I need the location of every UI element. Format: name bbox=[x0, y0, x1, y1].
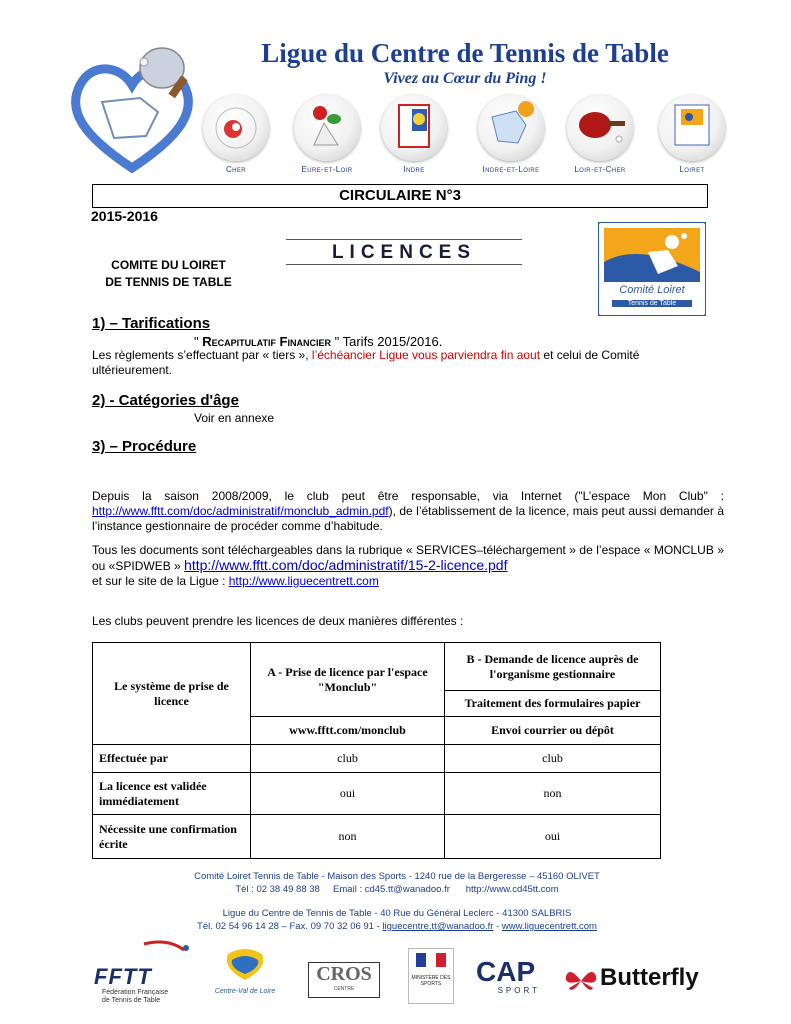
financial-summary-rest: " Tarifs 2015/2016. bbox=[331, 334, 443, 349]
loiret-emblem-icon bbox=[659, 95, 725, 161]
row-value-a: club bbox=[251, 745, 445, 773]
french-flag-icon bbox=[416, 953, 446, 967]
procedure-paragraph-3: Les clubs peuvent prendre les licences de deux manières différentes : bbox=[92, 614, 464, 628]
col-b-title: B - Demande de licence auprès de l'organisme gestionnaire bbox=[445, 643, 661, 691]
cros-logo bbox=[308, 962, 380, 998]
section-2-title: 2) - Catégories d'âge bbox=[92, 392, 239, 409]
footer-ligue-contact bbox=[92, 920, 702, 933]
committee-name bbox=[92, 257, 245, 291]
age-categories-note: Voir en annexe bbox=[194, 411, 275, 425]
butterfly-icon bbox=[564, 968, 598, 994]
cap-subtitle: SPORT bbox=[497, 986, 540, 995]
comite-loiret-logo bbox=[598, 222, 706, 316]
procedure-paragraph-1 bbox=[92, 489, 724, 534]
table-row bbox=[93, 745, 661, 773]
monclub-admin-link[interactable]: http://www.fftt.com/doc/administratif/monclub_admin.pdf bbox=[92, 504, 389, 518]
row-label: Nécessite une confirmation écrite bbox=[93, 815, 251, 859]
dept-label-loir-et-cher: Loir-et-Cher bbox=[574, 165, 626, 174]
dept-logo-loir-et-cher bbox=[562, 95, 638, 174]
dept-label-indre-et-loire: Indre-et-Loire bbox=[482, 165, 540, 174]
quote-open: " bbox=[194, 334, 203, 349]
cap-sport-logo bbox=[476, 958, 548, 1004]
cher-emblem-icon bbox=[203, 95, 269, 161]
row-label: Effectuée par bbox=[93, 745, 251, 773]
footer-ligue-address: Ligue du Centre de Tennis de Table - 40 Rue du Général Leclerc - 41300 SALBRIS bbox=[222, 908, 572, 919]
eure-et-loir-emblem-icon bbox=[294, 95, 360, 161]
ligue-website-link[interactable]: http://www.liguecentrett.com bbox=[228, 574, 379, 588]
procedure-p2-b: et sur le site de la Ligue : bbox=[92, 574, 229, 588]
fftt-subtitle-1: Fédération Française bbox=[102, 989, 169, 996]
footer-comite-address: Comité Loiret Tennis de Table - Maison des Sports - 1240 rue de la Bergeresse – 45160 OLIVET bbox=[194, 871, 600, 882]
table-row bbox=[93, 815, 661, 859]
circular-number: CIRCULAIRE N°3 bbox=[92, 184, 708, 208]
partner-logos bbox=[80, 940, 720, 1010]
dept-label-eure-et-loir: Eure-et-Loir bbox=[301, 165, 353, 174]
table-header-label: Le système de prise de licence bbox=[93, 643, 251, 745]
cap-wordmark: CAP bbox=[476, 956, 536, 987]
dept-logo-indre-et-loire bbox=[473, 95, 549, 174]
section-3-title: 3) – Procédure bbox=[92, 438, 197, 455]
licence-methods-table bbox=[92, 642, 661, 859]
footer-comite-contact bbox=[92, 883, 702, 896]
ministry-logo bbox=[408, 948, 454, 1004]
row-value-b: oui bbox=[445, 815, 661, 859]
dept-logo-eure-et-loir bbox=[289, 95, 365, 174]
payment-schedule-paragraph bbox=[92, 348, 692, 378]
footer-comite-website[interactable]: http://www.cd45tt.com bbox=[465, 884, 559, 895]
league-slogan: Vivez au Cœur du Ping ! bbox=[383, 70, 547, 87]
doc-title: LICENCES bbox=[331, 242, 477, 263]
comite-logo-name: Comité Loiret bbox=[619, 284, 685, 296]
dept-label-loiret: Loiret bbox=[679, 165, 705, 174]
payment-text-a: Les règlements s’effectuant par « tiers », bbox=[92, 348, 312, 362]
dept-label-cher: Cher bbox=[225, 165, 247, 174]
region-name: Centre-Val de Loire bbox=[214, 988, 276, 995]
region-emblem-icon bbox=[210, 946, 280, 986]
cros-wordmark: CROS bbox=[316, 963, 372, 985]
committee-line-1: COMITE DU LOIRET bbox=[111, 258, 226, 272]
loir-et-cher-emblem-icon bbox=[567, 95, 633, 161]
title-rule-top bbox=[286, 239, 522, 240]
procedure-p1-a: Depuis la saison 2008/2009, le club peut être responsable, via Internet ("L’espace Mon Club" : bbox=[92, 489, 724, 503]
payment-text-b: et celui de Comité ultérieurement. bbox=[92, 348, 640, 377]
dept-logo-cher bbox=[198, 95, 274, 174]
footer-ligue-phone-fax: Tél. 02 54 96 14 28 – Fax. 09 70 32 06 91 - bbox=[197, 921, 383, 932]
butterfly-wordmark: Butterfly bbox=[600, 964, 699, 991]
dept-logo-loiret bbox=[654, 95, 730, 174]
footer-ligue-email-link[interactable]: liguecentre.tt@wanadoo.fr bbox=[382, 921, 494, 932]
fftt-wordmark: FFTT bbox=[94, 964, 152, 989]
dept-label-indre: Indre bbox=[403, 165, 425, 174]
footer-separator: - bbox=[493, 921, 502, 932]
row-value-a: non bbox=[251, 815, 445, 859]
ministry-name: MINISTÈRE DES SPORTS bbox=[411, 975, 451, 987]
region-logo bbox=[210, 946, 280, 1006]
table-row bbox=[93, 773, 661, 815]
committee-line-2: DE TENNIS DE TABLE bbox=[105, 275, 232, 289]
footer-comite-email: Email : cd45.tt@wanadoo.fr bbox=[333, 884, 450, 895]
procedure-paragraph-2 bbox=[92, 543, 724, 589]
section-1-title: 1) – Tarifications bbox=[92, 315, 211, 332]
procedure-p2-a: Tous les documents sont téléchargeables dans la rubrique « SERVICES–téléchargement » de l’espace « MONCLUB » ou «SPIDWEB » bbox=[92, 543, 724, 573]
row-value-b: non bbox=[445, 773, 661, 815]
procedure-p1-b: ), de l’établissement de la licence, mais peut aussi demander à l’instance gestionnaire de procéder comme d’habitude. bbox=[92, 504, 724, 533]
butterfly-logo bbox=[564, 964, 724, 1004]
fftt-logo bbox=[88, 940, 198, 1010]
payment-text-highlight: l’échéancier Ligue vous parviendra fin aout bbox=[311, 348, 541, 362]
ligue-heart-logo bbox=[62, 40, 202, 180]
indre-emblem-icon bbox=[381, 95, 447, 161]
footer-comite-phone: Tél : 02 38 49 88 38 bbox=[235, 884, 320, 895]
col-a-title: A - Prise de licence par l'espace "Monclub" bbox=[251, 643, 445, 717]
col-a-sub: www.fftt.com/monclub bbox=[251, 717, 445, 745]
fftt-subtitle-2: de Tennis de Table bbox=[102, 997, 161, 1004]
cros-subtitle: CENTRE bbox=[333, 986, 355, 992]
col-b-sub: Envoi courrier ou dépôt bbox=[445, 717, 661, 745]
season: 2015-2016 bbox=[91, 208, 158, 224]
title-rule-bottom bbox=[286, 264, 522, 265]
financial-summary-label: Recapitulatif Financier bbox=[202, 334, 332, 349]
row-value-a: oui bbox=[251, 773, 445, 815]
league-title: Ligue du Centre de Tennis de Table bbox=[261, 38, 669, 68]
indre-et-loire-emblem-icon bbox=[478, 95, 544, 161]
dept-logo-indre bbox=[376, 95, 452, 174]
financial-summary-line bbox=[194, 334, 442, 349]
col-b-mid: Traitement des formulaires papier bbox=[445, 691, 661, 717]
row-label: La licence est validée immédiatement bbox=[93, 773, 251, 815]
licence-pdf-link[interactable]: http://www.fftt.com/doc/administratif/15-2-licence.pdf bbox=[184, 557, 508, 573]
footer-ligue-website-link[interactable]: www.liguecentrett.com bbox=[501, 921, 597, 932]
comite-logo-sub: Tennis de Table bbox=[612, 300, 692, 307]
row-value-b: club bbox=[445, 745, 661, 773]
